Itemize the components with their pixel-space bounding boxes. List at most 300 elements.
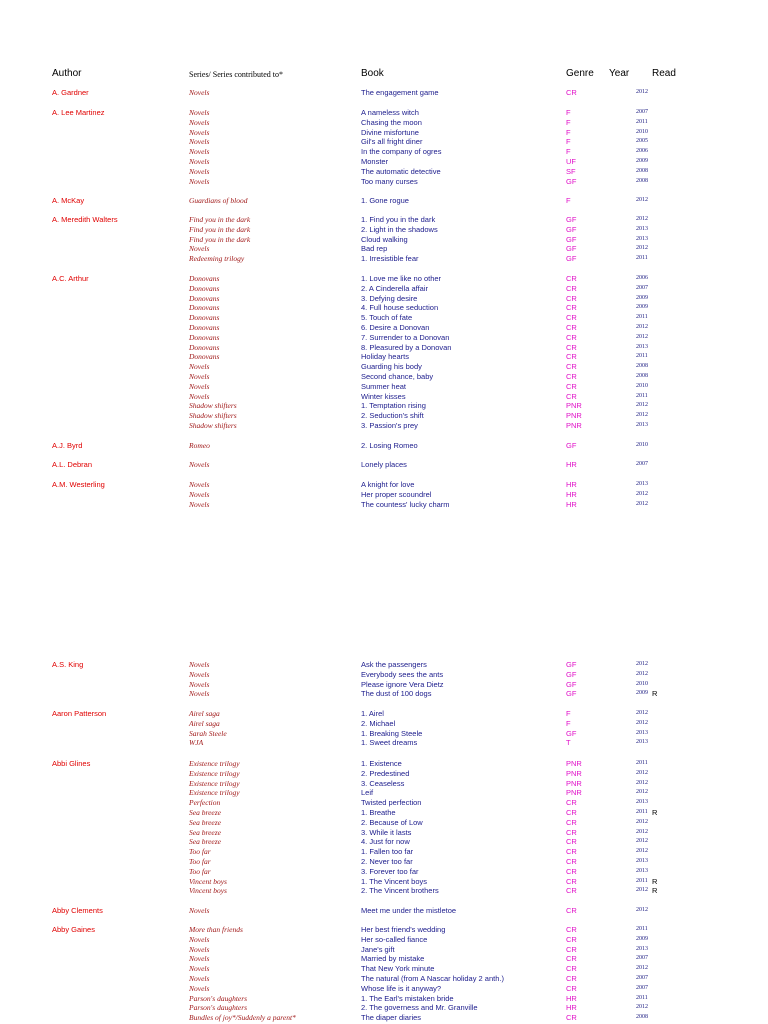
book-title: The engagement game	[361, 88, 439, 97]
table-row	[0, 421, 768, 431]
series-name: Perfection	[189, 798, 221, 808]
genre-code: F	[566, 108, 571, 117]
book-title: 4. Just for now	[361, 837, 410, 847]
book-title: 1. The Earl's mistaken bride	[361, 993, 454, 1003]
year-value: 2012	[636, 1004, 648, 1011]
book-title: Leif	[361, 788, 374, 798]
book-title: 4. Full house seduction	[361, 303, 439, 313]
book-title: 5. Touch of fate	[361, 313, 413, 323]
year-value: 2012	[636, 719, 648, 726]
book-title: Jane's gift	[361, 944, 395, 954]
table-row	[0, 196, 768, 206]
book-title: 2. Michael	[361, 718, 396, 728]
genre-code: HR	[566, 460, 577, 469]
book-title: 6. Desire a Donovan	[361, 322, 430, 332]
year-value: 2011	[636, 994, 648, 1001]
table-row	[0, 352, 768, 362]
book-title: 1. Fallen too far	[361, 847, 414, 857]
author-name: A. Lee Martinez	[52, 108, 105, 117]
series-name: Novels	[189, 954, 210, 964]
table-row	[0, 769, 768, 779]
year-value: 2010	[636, 442, 648, 448]
book-title: The dust of 100 dogs	[361, 689, 432, 699]
table-row	[0, 177, 768, 187]
series-name: Donovans	[189, 303, 220, 313]
series-name: Shadow shifters	[189, 401, 237, 411]
book-title: Cloud walking	[361, 234, 408, 244]
table-row	[0, 964, 768, 974]
series-name: Novels	[189, 381, 210, 391]
year-value: 2012	[636, 710, 648, 716]
genre-code: GF	[566, 669, 577, 679]
author-group	[0, 196, 768, 206]
series-name: Novels	[189, 964, 210, 974]
year-value: 2011	[636, 760, 648, 766]
book-title: That New York minute	[361, 964, 435, 974]
read-mark: R	[652, 689, 658, 699]
year-value: 2013	[636, 481, 648, 487]
table-row	[0, 837, 768, 847]
table-row	[0, 828, 768, 838]
genre-code: CR	[566, 866, 577, 876]
genre-code: F	[566, 147, 571, 157]
book-title: 8. Pleasured by a Donovan	[361, 342, 452, 352]
book-title: 3. Ceaseless	[361, 778, 405, 788]
year-value: 2011	[636, 118, 648, 125]
genre-code: CR	[566, 391, 577, 401]
book-title: Second chance, baby	[361, 371, 434, 381]
genre-code: CR	[566, 973, 577, 983]
book-title: Monster	[361, 156, 389, 166]
author-group	[0, 709, 768, 748]
year-value: 2012	[636, 89, 648, 95]
table-row	[0, 670, 768, 680]
year-value: 2012	[636, 965, 648, 972]
author-name: A.C. Arthur	[52, 274, 89, 283]
author-name: Aaron Patterson	[52, 709, 107, 718]
year-value: 2012	[636, 333, 648, 340]
author-group	[0, 88, 768, 98]
author-group	[0, 108, 768, 186]
series-name: Novels	[189, 371, 210, 381]
series-name: Sea breeze	[189, 807, 221, 817]
series-name: Novels	[189, 489, 210, 499]
table-row	[0, 759, 768, 769]
table-row	[0, 225, 768, 235]
genre-code: CR	[566, 827, 577, 837]
year-value: 2012	[636, 490, 648, 497]
genre-code: HR	[566, 499, 577, 509]
genre-code: CR	[566, 944, 577, 954]
table-row	[0, 886, 768, 896]
series-name: Existence trilogy	[189, 778, 240, 788]
book-title: Guarding his body	[361, 362, 422, 372]
table-row	[0, 294, 768, 304]
year-value: 2006	[636, 148, 648, 155]
book-title: Chasing the moon	[361, 117, 422, 127]
year-value: 2012	[636, 197, 648, 203]
book-title: A knight for love	[361, 480, 415, 489]
series-name: Novels	[189, 391, 210, 401]
book-title: 1. Sweet dreams	[361, 738, 418, 748]
book-title: 2. The Vincent brothers	[361, 886, 439, 896]
genre-code: CR	[566, 332, 577, 342]
book-title: 3. Defying desire	[361, 293, 418, 303]
table-row	[0, 244, 768, 254]
series-name: Donovans	[189, 342, 220, 352]
year-value: 2012	[636, 907, 648, 913]
year-value: 2013	[636, 235, 648, 242]
table-row	[0, 974, 768, 984]
year-value: 2013	[636, 729, 648, 736]
year-value: 2012	[636, 779, 648, 786]
table-row	[0, 738, 768, 748]
genre-code: PNR	[566, 759, 582, 768]
series-name: Guardians of blood	[189, 196, 248, 205]
series-name: Vincent boys	[189, 876, 227, 886]
author-group	[0, 441, 768, 451]
table-row	[0, 215, 768, 225]
author-name: Abby Clements	[52, 906, 103, 915]
column-header-year: Year	[609, 68, 630, 79]
genre-code: GF	[566, 224, 577, 234]
table-row	[0, 994, 768, 1004]
year-value: 2013	[636, 945, 648, 952]
series-name: Sarah Steele	[189, 728, 227, 738]
author-name: Abby Gaines	[52, 925, 95, 934]
genre-code: GF	[566, 679, 577, 689]
genre-code: GF	[566, 441, 577, 450]
table-row	[0, 847, 768, 857]
table-row	[0, 88, 768, 98]
book-title: Winter kisses	[361, 391, 406, 401]
series-name: Novels	[189, 689, 210, 699]
series-name: Sea breeze	[189, 837, 221, 847]
genre-code: GF	[566, 254, 577, 264]
table-row	[0, 867, 768, 877]
genre-code: HR	[566, 480, 577, 489]
book-title: Lonely places	[361, 460, 407, 469]
book-title: 2. Because of Low	[361, 817, 423, 827]
genre-code: SF	[566, 166, 576, 176]
year-value: 2012	[636, 848, 648, 855]
table-row	[0, 441, 768, 451]
genre-code: CR	[566, 1013, 577, 1023]
table-row	[0, 167, 768, 177]
series-name: Novels	[189, 362, 210, 372]
table-row	[0, 284, 768, 294]
series-name: Find you in the dark	[189, 224, 251, 234]
series-name: Novels	[189, 108, 210, 117]
book-title: Married by mistake	[361, 954, 425, 964]
series-name: Donovans	[189, 322, 220, 332]
year-value: 2012	[636, 838, 648, 845]
series-name: More than friends	[189, 925, 243, 934]
book-title: Everybody sees the ants	[361, 669, 444, 679]
genre-code: F	[566, 137, 571, 147]
year-value: 2013	[636, 343, 648, 350]
year-value: 2013	[636, 857, 648, 864]
author-name: Abbi Glines	[52, 759, 91, 768]
year-value: 2013	[636, 799, 648, 806]
year-value: 2008	[636, 167, 648, 174]
book-title: Holiday hearts	[361, 352, 409, 362]
genre-code: CR	[566, 954, 577, 964]
table-row	[0, 382, 768, 392]
table-row	[0, 798, 768, 808]
series-name: Existence trilogy	[189, 768, 240, 778]
table-row	[0, 954, 768, 964]
table-row	[0, 660, 768, 670]
author-group	[0, 906, 768, 916]
series-name: Novels	[189, 127, 210, 137]
author-name: A. Gardner	[52, 88, 89, 97]
genre-code: UF	[566, 156, 576, 166]
genre-code: PNR	[566, 411, 582, 421]
table-row	[0, 137, 768, 147]
year-value: 2010	[636, 382, 648, 389]
year-value: 2008	[636, 363, 648, 370]
year-value: 2013	[636, 421, 648, 428]
year-value: 2008	[636, 1014, 648, 1021]
series-name: Novels	[189, 973, 210, 983]
table-row	[0, 945, 768, 955]
genre-code: CR	[566, 352, 577, 362]
year-value: 2007	[636, 284, 648, 291]
series-name: Find you in the dark	[189, 234, 251, 244]
book-title: 1. Irresistible fear	[361, 254, 419, 264]
year-value: 2005	[636, 138, 648, 145]
genre-code: PNR	[566, 768, 582, 778]
series-name: Find you in the dark	[189, 215, 251, 224]
genre-code: HR	[566, 489, 577, 499]
author-name: A. Meredith Walters	[52, 215, 118, 224]
book-title: Her proper scoundrel	[361, 489, 432, 499]
genre-code: CR	[566, 371, 577, 381]
series-name: Novels	[189, 499, 210, 509]
book-title: Her best friend's wedding	[361, 925, 446, 934]
genre-code: CR	[566, 886, 577, 896]
table-row	[0, 333, 768, 343]
table-row	[0, 254, 768, 264]
series-name: Airel saga	[189, 718, 220, 728]
year-value: 2007	[636, 974, 648, 981]
genre-code: CR	[566, 964, 577, 974]
series-name: Novels	[189, 480, 210, 489]
table-row	[0, 411, 768, 421]
genre-code: CR	[566, 88, 577, 97]
table-row	[0, 689, 768, 699]
author-name: A.J. Byrd	[52, 441, 83, 450]
table-row	[0, 157, 768, 167]
genre-code: CR	[566, 274, 577, 283]
table-row	[0, 680, 768, 690]
series-name: Novels	[189, 669, 210, 679]
year-value: 2012	[636, 887, 648, 894]
genre-code: CR	[566, 906, 577, 915]
genre-code: GF	[566, 689, 577, 699]
series-name: Donovans	[189, 332, 220, 342]
year-value: 2012	[636, 789, 648, 796]
year-value: 2012	[636, 670, 648, 677]
year-value: 2006	[636, 275, 648, 281]
table-row	[0, 147, 768, 157]
book-title: 1. Breaking Steele	[361, 728, 423, 738]
table-row	[0, 372, 768, 382]
series-name: Shadow shifters	[189, 411, 237, 421]
genre-code: GF	[566, 244, 577, 254]
year-value: 2012	[636, 402, 648, 409]
book-title: Meet me under the mistletoe	[361, 906, 457, 915]
table-row	[0, 719, 768, 729]
genre-code: CR	[566, 322, 577, 332]
table-row	[0, 401, 768, 411]
column-header-book: Book	[361, 68, 384, 79]
year-value: 2007	[636, 955, 648, 962]
author-name: A.M. Westerling	[52, 480, 105, 489]
table-row	[0, 128, 768, 138]
genre-code: CR	[566, 283, 577, 293]
genre-code: F	[566, 127, 571, 137]
book-title: 2. Seduction's shift	[361, 411, 424, 421]
read-mark: R	[652, 807, 658, 817]
year-value: 2011	[636, 808, 648, 815]
year-value: 2009	[636, 935, 648, 942]
genre-code: GF	[566, 176, 577, 186]
series-name: Novels	[189, 906, 210, 915]
year-value: 2012	[636, 828, 648, 835]
book-title: 1. Find you in the dark	[361, 215, 436, 224]
series-name: Shadow shifters	[189, 420, 237, 430]
book-title: Ask the passengers	[361, 660, 427, 669]
book-title: 1. Existence	[361, 759, 402, 768]
book-title: 1. Temptation rising	[361, 401, 426, 411]
book-title: 1. The Vincent boys	[361, 876, 428, 886]
series-name: Novels	[189, 934, 210, 944]
author-group	[0, 759, 768, 896]
column-header-series: Series/ Series contributed to*	[189, 70, 283, 79]
year-value: 2010	[636, 128, 648, 135]
year-value: 2009	[636, 690, 648, 697]
table-row	[0, 779, 768, 789]
book-title: The diaper diaries	[361, 1013, 422, 1023]
genre-code: CR	[566, 798, 577, 808]
year-value: 2011	[636, 392, 648, 399]
table-row	[0, 108, 768, 118]
table-row	[0, 274, 768, 284]
series-name: Existence trilogy	[189, 759, 240, 768]
series-name: Novels	[189, 117, 210, 127]
year-value: 2012	[636, 245, 648, 252]
series-name: Donovans	[189, 313, 220, 323]
book-title: Divine misfortune	[361, 127, 419, 137]
table-row	[0, 877, 768, 887]
genre-code: CR	[566, 381, 577, 391]
year-value: 2011	[636, 353, 648, 360]
table-row	[0, 118, 768, 128]
table-row	[0, 857, 768, 867]
book-title: Gil's all fright diner	[361, 137, 423, 147]
table-row	[0, 490, 768, 500]
series-name: Too far	[189, 866, 211, 876]
year-value: 2013	[636, 739, 648, 746]
genre-code: CR	[566, 856, 577, 866]
book-title: Summer heat	[361, 381, 407, 391]
author-group	[0, 460, 768, 470]
genre-code: HR	[566, 1003, 577, 1013]
year-value: 2008	[636, 372, 648, 379]
series-name: Novels	[189, 660, 210, 669]
series-name: Novels	[189, 147, 210, 157]
series-name: Sea breeze	[189, 827, 221, 837]
column-header-author: Author	[52, 68, 82, 79]
table-row	[0, 1003, 768, 1013]
year-value: 2012	[636, 500, 648, 507]
year-value: 2007	[636, 984, 648, 991]
author-group	[0, 480, 768, 509]
book-title: 3. Passion's prey	[361, 420, 418, 430]
genre-code: PNR	[566, 401, 582, 411]
genre-code: CR	[566, 847, 577, 857]
book-title: In the company of ogres	[361, 147, 442, 157]
genre-code: CR	[566, 934, 577, 944]
series-name: Novels	[189, 679, 210, 689]
genre-code: PNR	[566, 778, 582, 788]
table-row	[0, 984, 768, 994]
table-row	[0, 818, 768, 828]
year-value: 2010	[636, 680, 648, 687]
book-title: 1. Gone rogue	[361, 196, 409, 205]
genre-code: CR	[566, 313, 577, 323]
genre-code: PNR	[566, 420, 582, 430]
series-name: Novels	[189, 244, 210, 254]
series-name: Novels	[189, 944, 210, 954]
year-value: 2007	[636, 109, 648, 115]
year-value: 2007	[636, 461, 648, 467]
series-name: Novels	[189, 137, 210, 147]
book-title: The natural (from A Nascar holiday 2 anth.)	[361, 973, 504, 983]
series-name: Novels	[189, 460, 210, 469]
table-row	[0, 392, 768, 402]
genre-code: GF	[566, 215, 577, 224]
author-name: A.L. Debran	[52, 460, 93, 469]
book-title: Her so-called fiance	[361, 934, 428, 944]
book-title: 2. Light in the shadows	[361, 224, 438, 234]
genre-code: CR	[566, 837, 577, 847]
year-value: 2012	[636, 661, 648, 667]
series-name: Too far	[189, 856, 211, 866]
genre-code: CR	[566, 342, 577, 352]
genre-code: F	[566, 196, 571, 205]
series-name: Romeo	[189, 441, 210, 450]
book-title: 1. Breathe	[361, 807, 396, 817]
book-title: 3. Forever too far	[361, 866, 419, 876]
table-row	[0, 729, 768, 739]
year-value: 2009	[636, 157, 648, 164]
year-value: 2011	[636, 877, 648, 884]
author-name: A. McKay	[52, 196, 85, 205]
series-name: Donovans	[189, 274, 220, 283]
series-name: Novels	[189, 166, 210, 176]
author-name: A.S. King	[52, 660, 84, 669]
book-title: Bad rep	[361, 244, 388, 254]
table-row	[0, 313, 768, 323]
year-value: 2012	[636, 216, 648, 222]
genre-code: CR	[566, 983, 577, 993]
year-value: 2009	[636, 304, 648, 311]
table-row	[0, 480, 768, 490]
genre-code: GF	[566, 660, 577, 669]
